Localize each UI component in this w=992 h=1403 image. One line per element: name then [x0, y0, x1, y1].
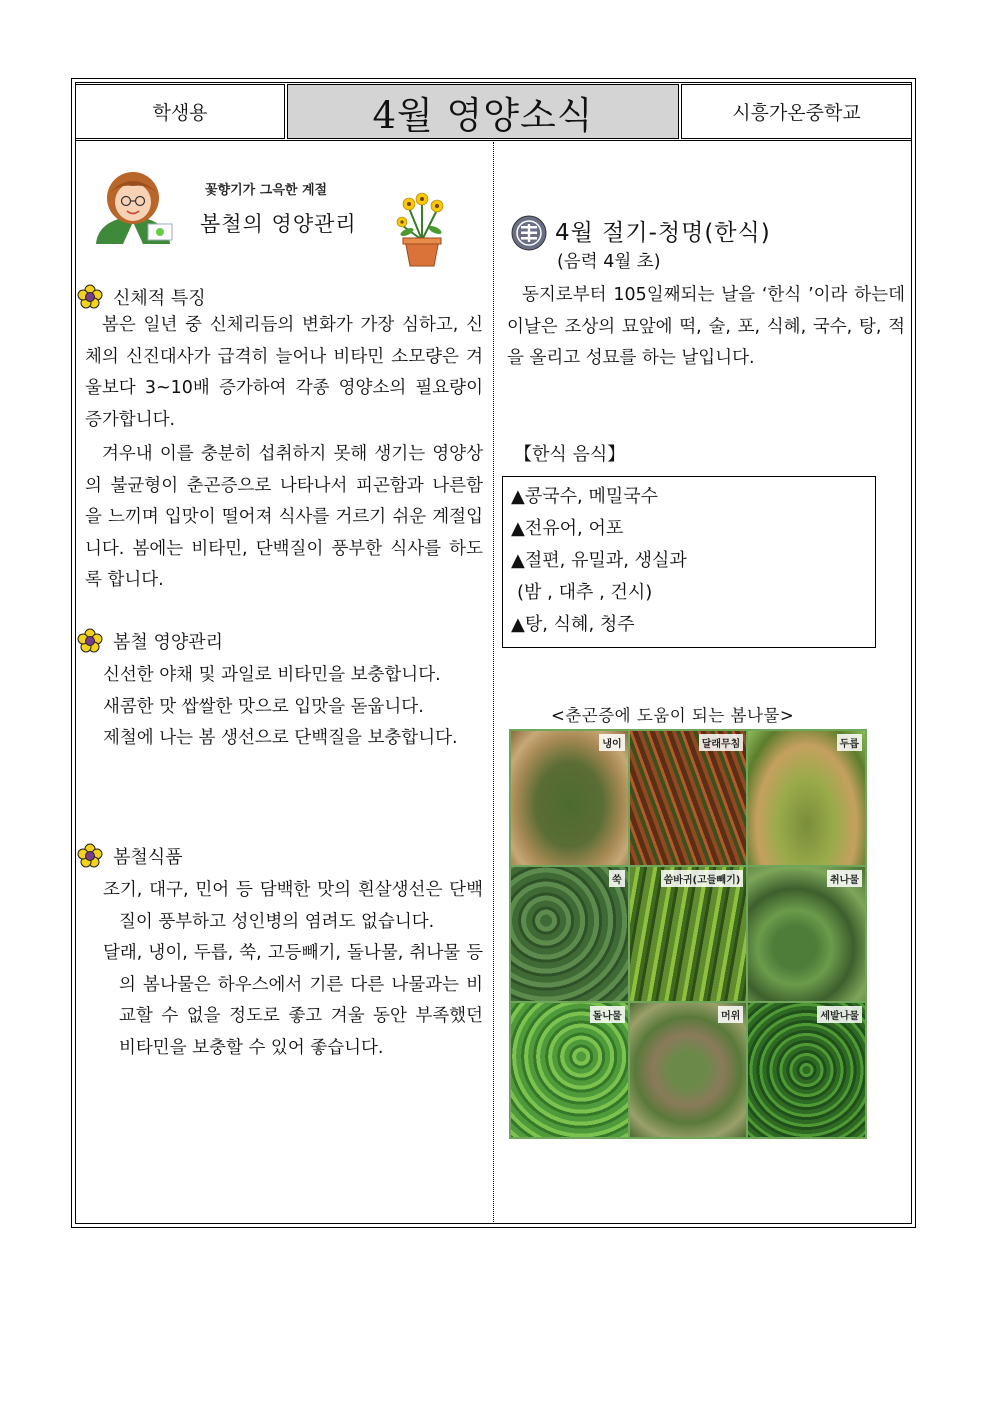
- paragraph: 겨우내 이를 충분히 섭취하지 못해 생기는 영양상의 불균형이 춘곤증으로 나타나서 피곤함과 나른함을 느끼며 입맛이 떨어져 식사를 거르기 쉬운 계절입니다. 봄에는 비타민, 단백질이 풍부한 식사를 하도록 합니다.: [85, 444, 483, 590]
- photo-chwinamul: [748, 867, 865, 1001]
- photo-label: 취나물: [827, 870, 862, 887]
- list-item: 달래, 냉이, 두릅, 쑥, 고등빼기, 돌나물, 취나물 등의 봄나물은 하우스에서 기른 다른 나물과는 비교할 수 없을 정도로 좋고 겨울 동안 부족했던 비타민을 보충할 수 있어 좋습니다.: [103, 943, 483, 1058]
- photo-label: 씀바귀(고들빼기): [661, 870, 744, 887]
- food-item: (밤 , 대추 , 건시): [517, 582, 653, 603]
- management-list: [103, 660, 483, 755]
- hansik-food-heading: 【한식 음식】: [514, 444, 626, 465]
- woman-illustration-icon: [88, 170, 178, 244]
- spring-greens-photo-grid: [509, 729, 867, 1139]
- photo-sseumbagwi: [630, 867, 747, 1001]
- flower-bullet-icon: [77, 628, 103, 654]
- section-heading-foods: [77, 843, 183, 869]
- hansik-food-box: [502, 476, 876, 648]
- header-school: 시흥가온중학교: [681, 84, 912, 139]
- section-heading-body: [77, 284, 206, 310]
- section-title: 신체적 특징: [113, 288, 206, 309]
- header-audience: 학생용: [75, 84, 285, 139]
- list-item: 조기, 대구, 민어 등 담백한 맛의 흰살생선은 단백질이 풍부하고 성인병의 염려도 없습니다.: [103, 880, 483, 932]
- list-item: 제철에 나는 봄 생선으로 단백질을 보충합니다.: [103, 728, 458, 748]
- photo-dallae: [630, 731, 747, 865]
- photo-label: 머위: [718, 1006, 743, 1023]
- photo-caption: <춘곤증에 도움이 되는 봄나물>: [551, 706, 795, 725]
- food-item: ▲절편, 유밀과, 생실과: [511, 550, 687, 571]
- photo-dureup: [748, 731, 865, 865]
- jeolgi-body: 동지로부터 105일째되는 날을 ‘한식 ’이라 하는데 이날은 조상의 묘앞에 떡, 술, 포, 식혜, 국수, 탕, 적을 올리고 성묘를 하는 날입니다.: [507, 285, 905, 368]
- jeolgi-subtitle: (음력 4월 초): [557, 252, 661, 272]
- banner-subtitle: 꽃향기가 그윽한 계절: [205, 183, 328, 198]
- emblem-icon: [511, 215, 547, 251]
- photo-label: 쑥: [609, 870, 625, 887]
- list-item: 신선한 야채 및 과일로 비타민을 보충합니다.: [103, 665, 441, 685]
- photo-label: 달래무침: [699, 734, 744, 751]
- photo-sebalnamul: [748, 1003, 865, 1137]
- flower-bullet-icon: [77, 843, 103, 869]
- photo-label: 냉이: [599, 734, 624, 751]
- section-body-text: [85, 310, 483, 597]
- flower-bullet-icon: [77, 284, 103, 310]
- foods-list: [103, 875, 483, 1064]
- photo-label: 돌나물: [590, 1006, 625, 1023]
- list-item: 새콤한 맛 쌉쌀한 맛으로 입맛을 돋웁니다.: [103, 696, 424, 717]
- section-heading-management: [77, 628, 223, 654]
- photo-naengi: [511, 731, 628, 865]
- photo-dolnamul: [511, 1003, 628, 1137]
- header-divider: [75, 140, 912, 141]
- paragraph: 봄은 일년 중 신체리듬의 변화가 가장 심하고, 신체의 신진대사가 급격히 늘어나 비타민 소모량은 겨울보다 3~10배 증가하여 각종 영양소의 필요량이 증가합니다.: [85, 315, 483, 430]
- section-title: 봄철 영양관리: [113, 632, 224, 653]
- photo-label: 두릅: [837, 734, 862, 751]
- food-item: ▲탕, 식혜, 청주: [511, 614, 635, 635]
- flower-pot-icon: [391, 192, 453, 268]
- food-item: ▲콩국수, 메밀국수: [511, 486, 659, 507]
- photo-label: 세발나물: [817, 1006, 862, 1023]
- food-item: ▲전유어, 어포: [511, 518, 624, 539]
- section-title: 봄철식품: [113, 847, 183, 868]
- page-title: 4월 영양소식: [287, 84, 679, 139]
- photo-meowi: [630, 1003, 747, 1137]
- jeolgi-title: 4월 절기-청명(한식): [555, 220, 771, 246]
- column-divider: [493, 142, 494, 1224]
- banner-title: 봄철의 영양관리: [200, 212, 357, 236]
- photo-ssuk: [511, 867, 628, 1001]
